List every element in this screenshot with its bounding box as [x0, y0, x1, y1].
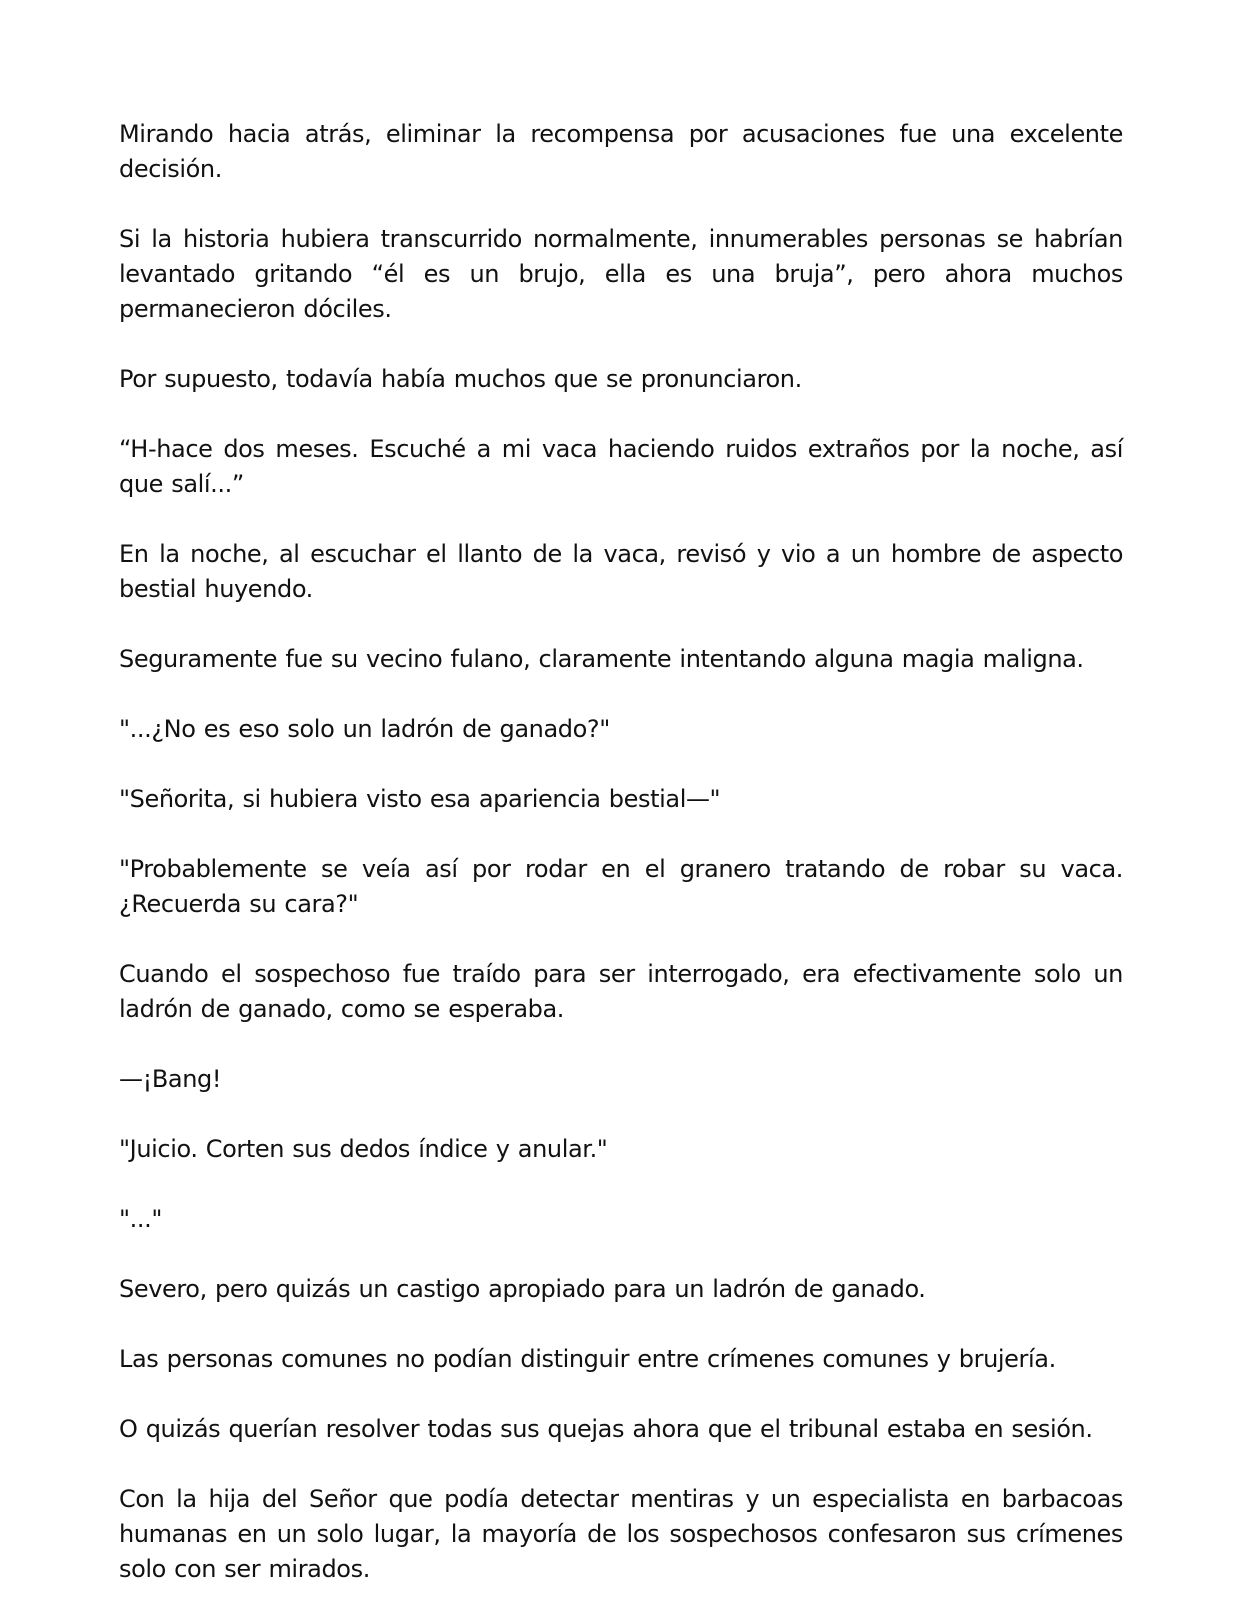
paragraph: "Juicio. Corten sus dedos índice y anular." — [119, 1135, 608, 1163]
paragraph: Si la historia hubiera transcurrido normalmente, innumerables personas se habrían levantado gritando “él es un brujo, ella es una bruja”, pero ahora muchos permanecieron dóciles. — [119, 225, 1123, 323]
paragraph: Las personas comunes no podían distinguir entre crímenes comunes y brujería. — [119, 1345, 1056, 1373]
paragraph: "..." — [119, 1205, 162, 1233]
paragraph: Cuando el sospechoso fue traído para ser interrogado, era efectivamente solo un ladrón de ganado, como se esperaba. — [119, 960, 1123, 1023]
paragraph: “H-hace dos meses. Escuché a mi vaca haciendo ruidos extraños por la noche, así que salí...” — [119, 435, 1123, 498]
paragraph: "...¿No es eso solo un ladrón de ganado?" — [119, 715, 610, 743]
paragraph: O quizás querían resolver todas sus quejas ahora que el tribunal estaba en sesión. — [119, 1415, 1093, 1443]
document-page — [119, 117, 1123, 1587]
paragraph: Con la hija del Señor que podía detectar mentiras y un especialista en barbacoas humanas en un solo lugar, la mayoría de los sospechosos confesaron sus crímenes solo con ser mirados. — [119, 1485, 1123, 1583]
paragraph: Seguramente fue su vecino fulano, claramente intentando alguna magia maligna. — [119, 645, 1084, 673]
paragraph: Por supuesto, todavía había muchos que se pronunciaron. — [119, 365, 802, 393]
paragraph: "Señorita, si hubiera visto esa apariencia bestial—" — [119, 785, 721, 813]
paragraph: En la noche, al escuchar el llanto de la vaca, revisó y vio a un hombre de aspecto bestial huyendo. — [119, 540, 1123, 603]
paragraph: Mirando hacia atrás, eliminar la recompensa por acusaciones fue una excelente decisión. — [119, 120, 1123, 183]
paragraph: Severo, pero quizás un castigo apropiado para un ladrón de ganado. — [119, 1275, 926, 1303]
paragraph: "Probablemente se veía así por rodar en el granero tratando de robar su vaca. ¿Recuerda su cara?" — [119, 855, 1123, 918]
paragraph: —¡Bang! — [119, 1065, 222, 1093]
